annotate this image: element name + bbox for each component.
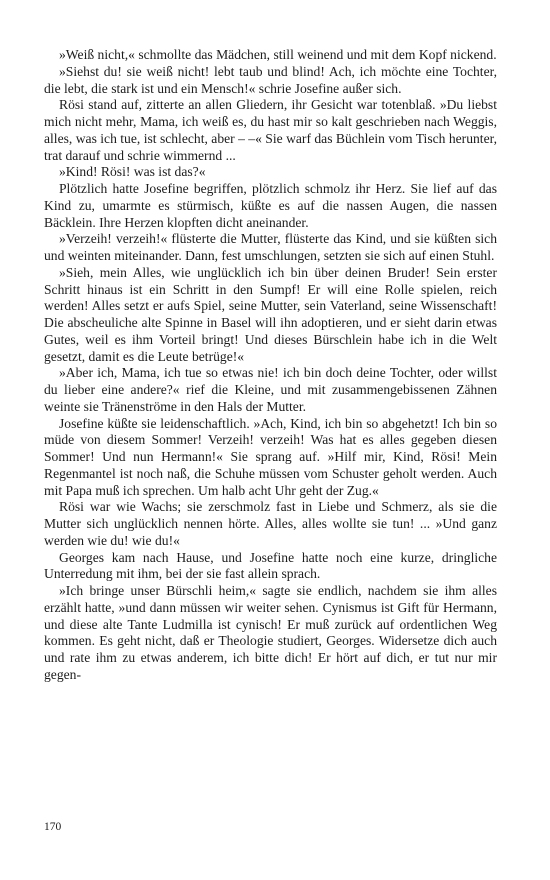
paragraph: »Weiß nicht,« schmollte das Mädchen, still weinend und mit dem Kopf nickend. xyxy=(59,47,497,62)
paragraph: Rösi war wie Wachs; sie zerschmolz fast in Liebe und Schmerz, als sie die Mutter sich unglücklich nennen hörte. Alles, alles wollte sie tun! ... »Und ganz werden wie du! wie du!« xyxy=(44,499,497,548)
paragraph: »Siehst du! sie weiß nicht! lebt taub und blind! Ach, ich möchte eine Tochter, die lebt, die stark ist und ein Mensch!« schrie Josefine außer sich. xyxy=(44,63,497,96)
paragraph: »Sieh, mein Alles, wie unglücklich ich bin über deinen Bruder! Sein erster Schritt hinaus ist ein Schritt in den Sumpf! Er will eine Rolle spielen, reich werden! Alles setzt er aufs Spiel, seine Mutter, sein Vaterland, seine Wissenschaft! Die abscheuliche alte Spinne in Basel will ihn adoptieren, und er sieht darin etwas Gutes, weil es ihm Vorteil bringt! Und dieses Bürschlein habe ich in die Welt gesetzt, damit es die Leute betrüge!« xyxy=(44,264,497,364)
paragraph: Rösi stand auf, zitterte an allen Gliedern, ihr Gesicht war totenblaß. »Du liebst mich nicht mehr, Mama, ich weiß es, du hast mir so kalt geschrieben nach Weggis, alles, was ich tue, ist schlecht, aber – –« Sie warf das Büchlein vom Tisch herunter, trat darauf und schrie wimmernd ... xyxy=(44,97,497,163)
paragraph: Josefine küßte sie leidenschaftlich. »Ach, Kind, ich bin so abgehetzt! Ich bin so müde von diesem Sommer! Verzeih! verzeih! Was hat es alles gegeben diesen Sommer! Und nun Hermann!« Sie sprang auf. »Hilf mir, Kind, Rösi! Mein Regenmantel ist noch naß, die Schuhe müssen vom Schuster geholt werden. Auch mit Papa muß ich sprechen. Um halb acht Uhr geht der Zug.« xyxy=(44,415,497,498)
paragraph: »Aber ich, Mama, ich tue so etwas nie! ich bin doch deine Tochter, oder willst du lieber eine andere?« rief die Kleine, und mit zusammengebissenen Zähnen weinte sie Tränenströme in den Hals der Mutter. xyxy=(44,365,497,414)
paragraph: Plötzlich hatte Josefine begriffen, plötzlich schmolz ihr Herz. Sie lief auf das Kind zu, umarmte es stürmisch, küßte es auf die nassen Augen, die nassen Bäcklein. Ihre Herzen klopften dicht aneinander. xyxy=(44,181,497,230)
body-text xyxy=(44,47,497,684)
paragraph: »Verzeih! verzeih!« flüsterte die Mutter, flüsterte das Kind, und sie küßten sich und weinten miteinander. Dann, fest umschlungen, setzten sie sich auf einen Stuhl. xyxy=(44,231,497,263)
paragraph: »Kind! Rösi! was ist das?« xyxy=(59,164,206,180)
page-number: 170 xyxy=(44,821,62,833)
paragraph: »Ich bringe unser Bürschli heim,« sagte sie endlich, nachdem sie ihm alles erzählt hatte, »und dann müssen wir weiter sehen. Cynismus ist Gift für Hermann, und diese alte Tante Ludmilla ist cynisch! Er muß zurück auf ordentlichen Weg kommen. Es geht nicht, daß er Theologie studiert, Georges. Widersetze dich auch und rate ihm zu etwas anderem, ich bitte dich! Er hört auf dich, er tut nur mir gegen- xyxy=(44,583,497,682)
paragraph: Georges kam nach Hause, und Josefine hatte noch eine kurze, dringliche Unterredung mit ihm, bei der sie fast allein sprach. xyxy=(44,549,497,582)
